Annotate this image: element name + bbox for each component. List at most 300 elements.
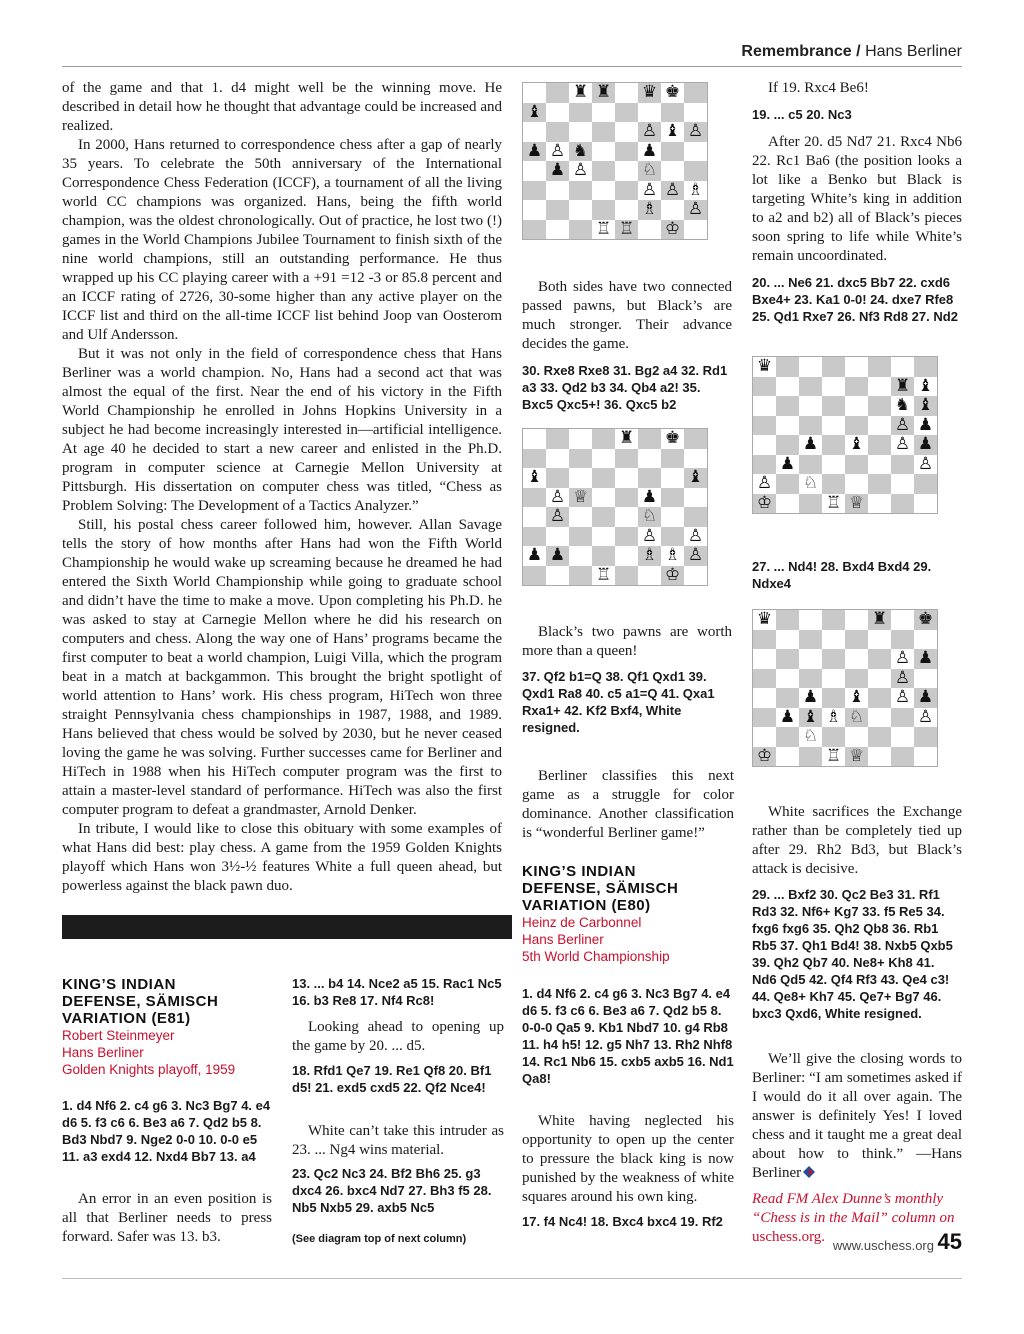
board-square: [546, 103, 569, 123]
col3-intro-game2: Berliner classifies this next game as a struggle for color dominance. Another classification is “wonderful Berliner game!”: [522, 768, 734, 841]
board-square: [776, 377, 799, 397]
board-square: [569, 449, 592, 469]
black-bishop-icon: ♝: [526, 467, 543, 487]
game2-title-line: VARIATION (E80): [522, 897, 651, 914]
board-square: [592, 142, 615, 162]
board-square: [615, 83, 638, 103]
board-square: [615, 142, 638, 162]
page-number: 45: [937, 1229, 962, 1254]
board-square: [615, 527, 638, 547]
board-square: [684, 429, 707, 449]
col4-note-3: White sacrifices the Exchange rather than be completely tied up after 29. Rh2 Bd3, but Black’s attack is decisive.: [752, 804, 962, 877]
board-square: [523, 200, 546, 220]
board-square: [822, 357, 845, 377]
black-pawn-icon: ♟: [549, 545, 566, 565]
white-pawn-icon: ♙: [917, 706, 934, 727]
board-square: [523, 83, 546, 103]
header-rule: [62, 66, 962, 67]
board-square: [592, 200, 615, 220]
board-square: [661, 161, 684, 181]
game1-note-b-wrap: [292, 1018, 504, 1056]
board-square: [822, 669, 845, 689]
game1-title-line: DEFENSE, SÄMISCH: [62, 993, 219, 1010]
uschess-logo-icon: [803, 1166, 815, 1178]
board-square: [914, 630, 937, 650]
white-queen-icon: ♕: [848, 745, 865, 766]
board-square: [914, 357, 937, 377]
game2-header: [522, 863, 734, 965]
col4-closing-wrap: [752, 1050, 962, 1183]
col3-note-1-wrap: [522, 278, 732, 354]
white-knight-icon: ♘: [802, 473, 819, 493]
board-square: [776, 416, 799, 436]
black-queen-icon: ♛: [641, 82, 658, 102]
black-pawn-icon: ♟: [802, 687, 819, 707]
black-bishop-icon: ♝: [664, 121, 681, 141]
paragraph: In 2000, Hans returned to correspondence chess after a gap of nearly 35 years. To celebrate the 50th anniversary of the International Correspondence Chess Federation (ICCF), a tournament of all the living world CC champions was organized. Hans, being the fifth world champion, was the oldest chronologically. Out of practice, he lost two (!) games in the World Champions Jubilee Tournament to finish sixth of the nine world champions, still an outstanding performance. He thus wrapped up his CC playing career with a +91 =12 -3 or 85.8 percent and an ICCF rating of 2726, 30-some higher than any active player on the ICCF list and third on the all-time ICCF list behind Joop van Oosterom and Ulf Andersson.: [62, 137, 502, 343]
board-square: [845, 357, 868, 377]
black-queen-icon: ♛: [756, 356, 773, 376]
board-square: [615, 468, 638, 488]
white-pawn-icon: ♙: [894, 434, 911, 454]
board-square: [615, 449, 638, 469]
board-square: [546, 429, 569, 449]
game1-moves-d: 23. Qc2 Nc3 24. Bf2 Bh6 25. g3 dxc4 26. bxc4 Nd7 27. Bh3 f5 28. Nb5 Nxb5 29. axb5 Nc5: [292, 1166, 492, 1215]
board-square: [615, 507, 638, 527]
white-pawn-icon: ♙: [687, 199, 704, 219]
col4-note-2: After 20. d5 Nd7 21. Rxc4 Nb6 22. Rc1 Ba6 (the position looks a lot like a Benko but Black is targeting White’s king in addition to a2 and b2) all of Black’s pieces soon spring to life while White’s remain uncoordinated.: [752, 134, 962, 264]
board-square: [822, 455, 845, 475]
board-square: [569, 507, 592, 527]
board-square: [845, 630, 868, 650]
chess-diagram-2: [522, 428, 708, 586]
white-pawn-icon: ♙: [756, 473, 773, 493]
white-pawn-icon: ♙: [641, 121, 658, 141]
board-square: [868, 455, 891, 475]
board-square: [592, 181, 615, 201]
white-rook-icon: ♖: [825, 492, 842, 513]
board-square: [684, 161, 707, 181]
board-square: [569, 103, 592, 123]
board-square: [592, 468, 615, 488]
board-square: [776, 357, 799, 377]
board-square: [845, 416, 868, 436]
board-square: [661, 142, 684, 162]
board-square: [661, 468, 684, 488]
col3-note-2: Black’s two pawns are worth more than a queen!: [522, 624, 732, 659]
board-square: [615, 103, 638, 123]
board-square: [684, 103, 707, 123]
board-square: [753, 649, 776, 669]
header-separator: /: [856, 43, 861, 60]
board-square: [776, 630, 799, 650]
board-square: [523, 220, 546, 240]
col4-note-1: If 19. Rxc4 Be6!: [768, 80, 869, 96]
board-square: [822, 396, 845, 416]
board-square: [845, 396, 868, 416]
board-square: [684, 507, 707, 527]
board-square: [891, 630, 914, 650]
game1-note-a: An error in an even position is all that Berliner needs to press forward. Safer was 13. b3.: [62, 1191, 272, 1245]
board-square: [845, 669, 868, 689]
board-square: [546, 181, 569, 201]
board-square: [684, 142, 707, 162]
black-rook-icon: ♜: [595, 82, 612, 102]
game2-white-player: Heinz de Carbonnel: [522, 915, 642, 930]
game2-title-line: DEFENSE, SÄMISCH: [522, 880, 679, 897]
board-square: [592, 103, 615, 123]
white-pawn-icon: ♙: [549, 506, 566, 526]
black-pawn-icon: ♟: [549, 160, 566, 180]
board-square: [546, 220, 569, 240]
board-square: [776, 494, 799, 514]
board-square: [569, 566, 592, 586]
header-subject: Hans Berliner: [865, 43, 962, 60]
col3-moves-1: 30. Rxe8 Rxe8 31. Bg2 a4 32. Rd1 a3 33. Qd2 b3 34. Qb4 a2! 35. Bxc5 Qxc5+! 36. Qxc5 b2: [522, 363, 728, 412]
board-square: [822, 630, 845, 650]
col3-note-2-wrap: [522, 623, 732, 661]
game1-title-line: VARIATION (E81): [62, 1010, 191, 1027]
running-header: [741, 43, 962, 61]
game1-header: [62, 976, 272, 1078]
white-knight-icon: ♘: [802, 726, 819, 746]
white-bishop-icon: ♗: [825, 706, 842, 727]
board-square: [891, 494, 914, 514]
board-square: [546, 468, 569, 488]
board-square: [661, 103, 684, 123]
section-divider-bar: [62, 915, 512, 939]
board-square: [845, 377, 868, 397]
white-bishop-icon: ♗: [664, 545, 681, 565]
black-queen-icon: ♛: [756, 609, 773, 629]
board-square: [615, 181, 638, 201]
board-square: [753, 727, 776, 747]
board-square: [523, 161, 546, 181]
white-pawn-icon: ♙: [549, 140, 566, 161]
black-pawn-icon: ♟: [641, 140, 658, 161]
black-pawn-icon: ♟: [779, 453, 796, 474]
paragraph: of the game and that 1. d4 might well be the winning move. He described in detail how he thought that advantage could be increased and realized.: [62, 80, 502, 134]
black-bishop-icon: ♝: [917, 375, 934, 396]
black-knight-icon: ♞: [894, 395, 911, 415]
board-square: [523, 449, 546, 469]
board-square: [868, 357, 891, 377]
white-pawn-icon: ♙: [894, 687, 911, 707]
black-bishop-icon: ♝: [802, 706, 819, 727]
board-square: [523, 429, 546, 449]
board-square: [914, 747, 937, 767]
board-square: [523, 527, 546, 547]
black-knight-icon: ♞: [572, 140, 589, 161]
col3-note-1: Both sides have two connected passed pawns, but Black’s are much stronger. Their advance decides the game.: [522, 279, 732, 352]
white-knight-icon: ♘: [641, 160, 658, 180]
black-pawn-icon: ♟: [917, 414, 934, 435]
game1-note-a-wrap: [62, 1190, 272, 1247]
board-square: [569, 122, 592, 142]
board-square: [776, 727, 799, 747]
game1-moves-a: 1. d4 Nf6 2. c4 g6 3. Nc3 Bg7 4. e4 d6 5. f3 c6 6. Be3 a6 7. Qd2 b5 8. Bd3 Nbd7 9. Nge2 0-0 10. 0-0 e5 11. a3 exd4 12. Nxd4 Bb7 13. a4: [62, 1098, 271, 1164]
white-rook-icon: ♖: [825, 745, 842, 766]
board-square: [822, 688, 845, 708]
board-square: [638, 468, 661, 488]
black-bishop-icon: ♝: [526, 101, 543, 122]
board-square: [546, 527, 569, 547]
board-square: [799, 357, 822, 377]
game1-moves-c: 18. Rfd1 Qe7 19. Re1 Qf8 20. Bf1 d5! 21. exd5 cxd5 22. Qf2 Nce4!: [292, 1063, 492, 1095]
board-square: [868, 747, 891, 767]
board-square: [592, 527, 615, 547]
col3-intro-wrap: [522, 767, 734, 843]
white-bishop-icon: ♗: [641, 545, 658, 565]
credit-link[interactable]: uschess.org.: [752, 1229, 826, 1245]
black-rook-icon: ♜: [618, 428, 635, 448]
board-square: [638, 220, 661, 240]
board-square: [868, 688, 891, 708]
white-pawn-icon: ♙: [687, 121, 704, 141]
board-square: [891, 727, 914, 747]
black-king-icon: ♚: [664, 428, 681, 448]
white-pawn-icon: ♙: [572, 160, 589, 180]
board-square: [615, 488, 638, 508]
white-pawn-icon: ♙: [641, 179, 658, 200]
game2-event: 5th World Championship: [522, 949, 670, 964]
white-king-icon: ♔: [756, 492, 773, 513]
see-diagram-note: (See diagram top of next column): [292, 1233, 467, 1245]
game2-title-line: KING’S INDIAN: [522, 863, 637, 880]
section-name: Remembrance: [741, 43, 852, 60]
board-square: [799, 416, 822, 436]
board-square: [546, 200, 569, 220]
board-square: [569, 546, 592, 566]
game1-black-player: Hans Berliner: [62, 1045, 144, 1060]
game1-note-b: Looking ahead to opening up the game by 20. ... d5.: [292, 1019, 504, 1054]
board-square: [799, 747, 822, 767]
chess-diagram-1: [522, 82, 708, 240]
col4-moves-3: 27. ... Nd4! 28. Bxd4 Bxd4 29. Ndxe4: [752, 559, 932, 591]
game1-white-player: Robert Steinmeyer: [62, 1028, 175, 1043]
board-square: [615, 122, 638, 142]
chess-diagram-4: [752, 609, 938, 767]
board-square: [615, 546, 638, 566]
board-square: [799, 455, 822, 475]
board-square: [914, 727, 937, 747]
paragraph: Still, his postal chess career followed him, however. Allan Savage tells the story of how months after Hans had won the Fifth World Championship he would wake up screaming because he dreamed he had entered the Sixth World Championship while going to graduate school and didn’t have the time to make a move. Upon completing his Ph.D. he was asked to stay at Carnegie Mellon where he did his research on computers and chess. Along the way one of Hans’ programs became the first computer to beat a world champion, Luigi Villa, which the program beat in a match at backgammon. This brought the bright spotlight of world attention to Hans’ work. His chess program, HiTech won three straight Pennsylvania chess championships in 1987, 1988, and 1989. Hans believed that chess would be solved by 2030, but he never ceased loving the game he was solving. Further successes came for Berliner and HiTech in 1988 when his HiTech computer program was the first to attain a master-level standard of performance. HiTech was also the first computer program to defeat a grandmaster, Arnold Denker.: [62, 517, 502, 818]
board-square: [776, 649, 799, 669]
article-body: [62, 79, 502, 896]
white-pawn-icon: ♙: [894, 667, 911, 688]
game1-note-c: White can’t take this intruder as 23. ... Ng4 wins material.: [292, 1123, 504, 1158]
board-square: [684, 566, 707, 586]
footer-rule: [62, 1278, 962, 1279]
black-bishop-icon: ♝: [848, 687, 865, 707]
col4-moves-1: 19. ... c5 20. Nc3: [752, 107, 852, 122]
board-square: [546, 449, 569, 469]
black-rook-icon: ♜: [894, 375, 911, 396]
board-square: [868, 435, 891, 455]
black-pawn-icon: ♟: [779, 706, 796, 727]
game1-event: Golden Knights playoff, 1959: [62, 1062, 236, 1077]
board-square: [868, 494, 891, 514]
board-square: [661, 507, 684, 527]
white-pawn-icon: ♙: [917, 453, 934, 474]
game1-note-c-wrap: [292, 1122, 504, 1160]
board-square: [615, 161, 638, 181]
board-square: [891, 747, 914, 767]
board-square: [638, 429, 661, 449]
board-square: [776, 396, 799, 416]
board-square: [868, 396, 891, 416]
board-square: [914, 474, 937, 494]
board-square: [523, 181, 546, 201]
board-square: [799, 396, 822, 416]
board-square: [776, 474, 799, 494]
board-square: [592, 429, 615, 449]
game2-moves-b: 17. f4 Nc4! 18. Bxc4 bxc4 19. Rf2: [522, 1214, 723, 1229]
black-pawn-icon: ♟: [526, 545, 543, 565]
paragraph: In tribute, I would like to close this obituary with some examples of what Hans did best: play chess. A game from the 1959 Golden Knights playoff which Hans won 3½-½ features White a full queen ahead, but powerless against the black pawn duo.: [62, 821, 502, 894]
board-square: [845, 649, 868, 669]
white-queen-icon: ♕: [572, 486, 589, 507]
col4-note-2-wrap: [752, 133, 962, 266]
white-rook-icon: ♖: [595, 564, 612, 585]
board-square: [638, 103, 661, 123]
board-square: [592, 122, 615, 142]
white-pawn-icon: ♙: [641, 525, 658, 546]
col4-moves-2: 20. ... Ne6 21. dxc5 Bb7 22. cxd6 Bxe4+ 23. Ka1 0-0! 24. dxe7 Rfe8 25. Qd1 Rxe7 26. Nf3 Rd8 27. Nd2: [752, 275, 958, 324]
black-bishop-icon: ♝: [848, 434, 865, 454]
white-pawn-icon: ♙: [549, 486, 566, 507]
board-square: [868, 630, 891, 650]
white-queen-icon: ♕: [848, 492, 865, 513]
board-square: [569, 468, 592, 488]
board-square: [822, 649, 845, 669]
board-square: [799, 610, 822, 630]
board-square: [914, 669, 937, 689]
white-pawn-icon: ♙: [687, 545, 704, 565]
board-square: [914, 494, 937, 514]
board-square: [661, 449, 684, 469]
board-square: [684, 83, 707, 103]
board-square: [776, 747, 799, 767]
white-pawn-icon: ♙: [894, 414, 911, 435]
board-square: [776, 688, 799, 708]
white-king-icon: ♔: [664, 218, 681, 239]
board-square: [592, 507, 615, 527]
game2-black-player: Hans Berliner: [522, 932, 604, 947]
game2-note-a-wrap: [522, 1112, 734, 1207]
black-bishop-icon: ♝: [687, 467, 704, 487]
chess-diagram-3: [752, 356, 938, 514]
white-knight-icon: ♘: [641, 506, 658, 526]
board-square: [868, 708, 891, 728]
board-square: [868, 669, 891, 689]
board-square: [546, 122, 569, 142]
board-square: [753, 435, 776, 455]
board-square: [523, 122, 546, 142]
board-square: [684, 488, 707, 508]
white-bishop-icon: ♗: [687, 179, 704, 200]
white-pawn-icon: ♙: [687, 525, 704, 546]
board-square: [845, 474, 868, 494]
board-square: [868, 727, 891, 747]
game2-moves-a: 1. d4 Nf6 2. c4 g6 3. Nc3 Bg7 4. e4 d6 5. f3 c6 6. Be3 a6 7. Qd2 b5 8. 0-0-0 Qa5 9. Kb1 Nbd7 10. g4 Rb8 11. h4 h5! 12. g5 Nh7 13. Rh2 Nhf8 14. Rc1 Nb6 15. cxb5 axb5 16. Nd1 Qa8!: [522, 986, 734, 1086]
col4-note-1-wrap: [752, 79, 962, 98]
white-king-icon: ♔: [756, 745, 773, 766]
board-square: [891, 474, 914, 494]
board-square: [615, 200, 638, 220]
footer-url[interactable]: www.uschess.org: [832, 1238, 934, 1253]
board-square: [753, 377, 776, 397]
board-square: [891, 610, 914, 630]
board-square: [868, 649, 891, 669]
board-square: [638, 449, 661, 469]
black-king-icon: ♚: [664, 82, 681, 102]
board-square: [753, 630, 776, 650]
black-pawn-icon: ♟: [802, 434, 819, 454]
board-square: [523, 566, 546, 586]
board-square: [868, 377, 891, 397]
closing-text: We’ll give the closing words to Berliner: “I am sometimes asked if I would do it all over again. The answer is definitely Yes! I loved chess and it taught me a great deal about how to think.” —Hans Berliner: [752, 1051, 962, 1181]
board-square: [592, 449, 615, 469]
board-square: [661, 527, 684, 547]
board-square: [615, 566, 638, 586]
board-square: [822, 474, 845, 494]
board-square: [822, 435, 845, 455]
board-square: [799, 669, 822, 689]
black-pawn-icon: ♟: [917, 687, 934, 707]
game2-note-a: White having neglected his opportunity to open up the center to pressure the black king is now punished by the weakness of white squares around his own king.: [522, 1113, 734, 1205]
col4-note-3-wrap: [752, 803, 962, 879]
board-square: [753, 688, 776, 708]
board-square: [799, 630, 822, 650]
board-square: [546, 83, 569, 103]
col3-moves-2: 37. Qf2 b1=Q 38. Qf1 Qxd1 39. Qxd1 Ra8 40. c5 a1=Q 41. Qxa1 Rxa1+ 42. Kf2 Bxf4, White resigned.: [522, 669, 715, 735]
board-square: [891, 455, 914, 475]
white-pawn-icon: ♙: [664, 179, 681, 200]
board-square: [569, 220, 592, 240]
board-square: [822, 610, 845, 630]
board-square: [684, 449, 707, 469]
board-square: [661, 200, 684, 220]
white-rook-icon: ♖: [595, 218, 612, 239]
board-square: [684, 220, 707, 240]
board-square: [799, 649, 822, 669]
board-square: [523, 488, 546, 508]
board-square: [776, 669, 799, 689]
black-rook-icon: ♜: [871, 609, 888, 629]
paragraph: But it was not only in the field of correspondence chess that Hans Berliner was a world champion. No, Hans had a second act that was almost the equal of the first. Near the end of his victory in the Fifth World Championship he enrolled in Johns Hopkins University in a subject he had become increasingly interested in—artificial intelligence. At age 40 he decided to start a new career and enlisted in the Ph.D. program in computer science at Carnegie Mellon University at Pittsburgh. His dissertation on computer chess was titled, “Chess as Problem Solving: The Development of a Tactics Analyzer.”: [62, 346, 502, 514]
board-square: [845, 455, 868, 475]
board-square: [868, 474, 891, 494]
board-square: [569, 429, 592, 449]
board-square: [661, 488, 684, 508]
board-square: [753, 396, 776, 416]
black-rook-icon: ♜: [572, 82, 589, 102]
board-square: [592, 161, 615, 181]
board-square: [799, 494, 822, 514]
black-bishop-icon: ♝: [917, 395, 934, 415]
board-square: [753, 416, 776, 436]
credit-text: Read FM Alex Dunne’s monthly “Chess is in the Mail” column on: [752, 1191, 955, 1226]
board-square: [822, 416, 845, 436]
white-rook-icon: ♖: [618, 218, 635, 239]
board-square: [776, 610, 799, 630]
board-square: [753, 708, 776, 728]
black-pawn-icon: ♟: [917, 648, 934, 668]
black-pawn-icon: ♟: [917, 434, 934, 454]
board-square: [822, 377, 845, 397]
black-pawn-icon: ♟: [526, 140, 543, 161]
